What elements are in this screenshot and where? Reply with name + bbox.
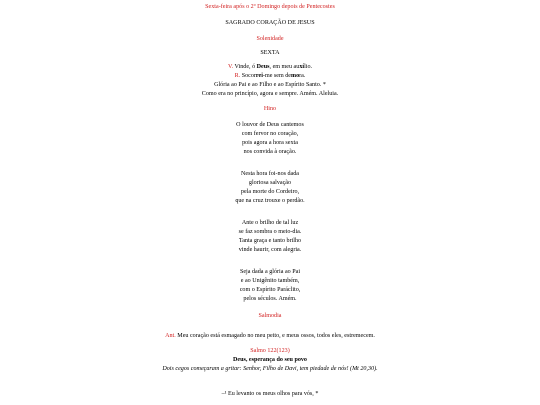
hymn-verse: Nesta hora foi-nos dada	[240, 171, 300, 177]
hymn-verse: com fervor no coração,	[241, 131, 299, 137]
versicle-accent: Deus	[256, 64, 270, 70]
hymn-verse: Ante o brilho de tal luz	[241, 220, 299, 226]
hymn-verse: Seja dada a glória ao Pai	[239, 269, 301, 275]
antiphon-line	[0, 332, 540, 340]
versicle-text: Vinde, ó	[233, 64, 257, 70]
response-line	[0, 72, 540, 80]
psalm-epigraph: Dois cegos começaram a gritar: Senhor, Filho de Davi, tem piedade de nós! (Mt 20,30).	[162, 366, 378, 372]
hymn-verse: com o Espírito Paráclito,	[239, 287, 301, 293]
response-text: -me sem de	[262, 73, 292, 79]
hymn-heading: Hino	[263, 106, 277, 112]
psalm-number: Salmo 122(123)	[250, 348, 290, 354]
response-marker: R.	[234, 73, 241, 79]
response-text: ra.	[299, 73, 306, 79]
versicle-marker: V.	[227, 64, 234, 70]
versicle-text: , em meu au	[269, 64, 300, 70]
versicle-text: lio.	[304, 64, 313, 70]
hour-title: SEXTA	[260, 50, 280, 56]
hymn-verse: pois agora a hora sexta	[242, 140, 298, 146]
versicle-accent: xí	[299, 64, 305, 70]
response-accent: rei	[255, 73, 263, 79]
response-text: Socor	[240, 73, 256, 79]
hymn-verse: gloriosa salvação	[248, 180, 292, 186]
gloria-line-1: Glória ao Pai e ao Filho e ao Espírito Santo. *	[214, 82, 326, 88]
hymn-verse: Tanta graça e tanto brilho	[238, 238, 302, 244]
response-accent: mo	[291, 73, 300, 79]
psalmody-heading: Salmodia	[258, 313, 282, 319]
gloria-line-2: Como era no princípio, agora e sempre. Amém. Aleluia.	[201, 91, 339, 97]
hymn-verse: vinde haurir, com alegria.	[238, 247, 302, 253]
hymn-verse: pelos séculos. Amém.	[243, 296, 297, 302]
antiphon-marker: Ant.	[165, 333, 176, 339]
feast-title: SAGRADO CORAÇÃO DE JESUS	[225, 20, 315, 26]
hymn-verse: nos convida à oração.	[243, 149, 297, 155]
psalm-verse: –¹ Eu levanto os meus olhos para vós, *	[221, 391, 319, 397]
hymn-verse: que na cruz trouxe o perdão.	[235, 198, 305, 204]
hymn-verse: pela morte do Cordeiro,	[240, 189, 300, 195]
versicle-line	[0, 63, 540, 71]
antiphon-text: Meu coração está esmagado no meu peito, e meus ossos, todos eles, estremecem.	[175, 333, 375, 339]
hymn-verse: O louvor de Deus cantemos	[236, 122, 304, 128]
hymn-verse: se faz sombra o meio-dia.	[238, 229, 302, 235]
date-line: Sexta-feira após o 2º Domingo depois de Pentecostes	[205, 4, 335, 10]
hymn-verse: e ao Unigênito também,	[240, 278, 300, 284]
feast-rank: Solenidade	[256, 36, 284, 42]
psalm-title: Deus, esperança do seu povo	[233, 357, 307, 363]
